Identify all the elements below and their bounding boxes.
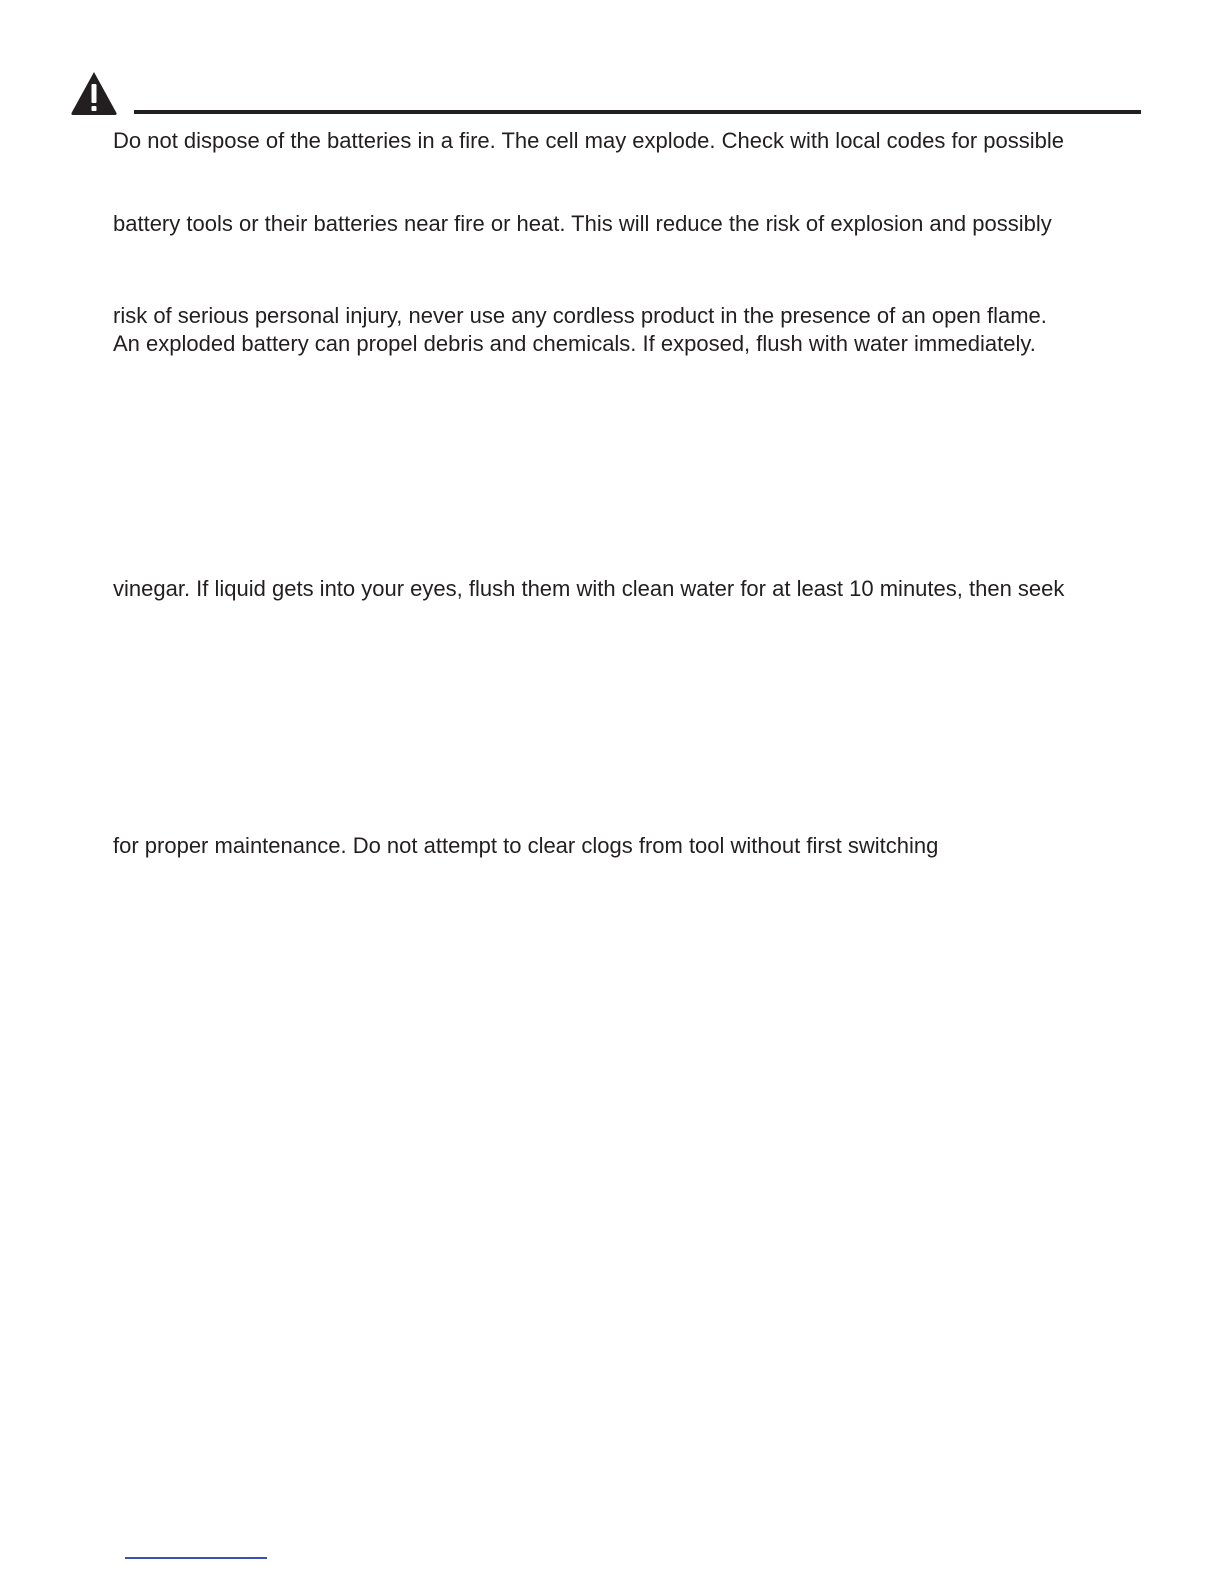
header-rule [134, 110, 1141, 114]
warning-text-line: for proper maintenance. Do not attempt to clear clogs from tool without first switching [113, 833, 939, 858]
warning-triangle-icon [70, 70, 118, 116]
warning-text-line: vinegar. If liquid gets into your eyes, flush them with clean water for at least 10 minutes, then seek [113, 576, 1065, 601]
warning-text-line: battery tools or their batteries near fire or heat. This will reduce the risk of explosion and possibly [113, 211, 1052, 236]
warning-text-line: risk of serious personal injury, never use any cordless product in the presence of an open flame. [113, 303, 1047, 328]
warning-text-line: Do not dispose of the batteries in a fire. The cell may explode. Check with local codes for possible [113, 128, 1064, 153]
footer-link-underline[interactable] [125, 1557, 267, 1559]
warning-text-line: An exploded battery can propel debris and chemicals. If exposed, flush with water immediately. [113, 331, 1036, 356]
